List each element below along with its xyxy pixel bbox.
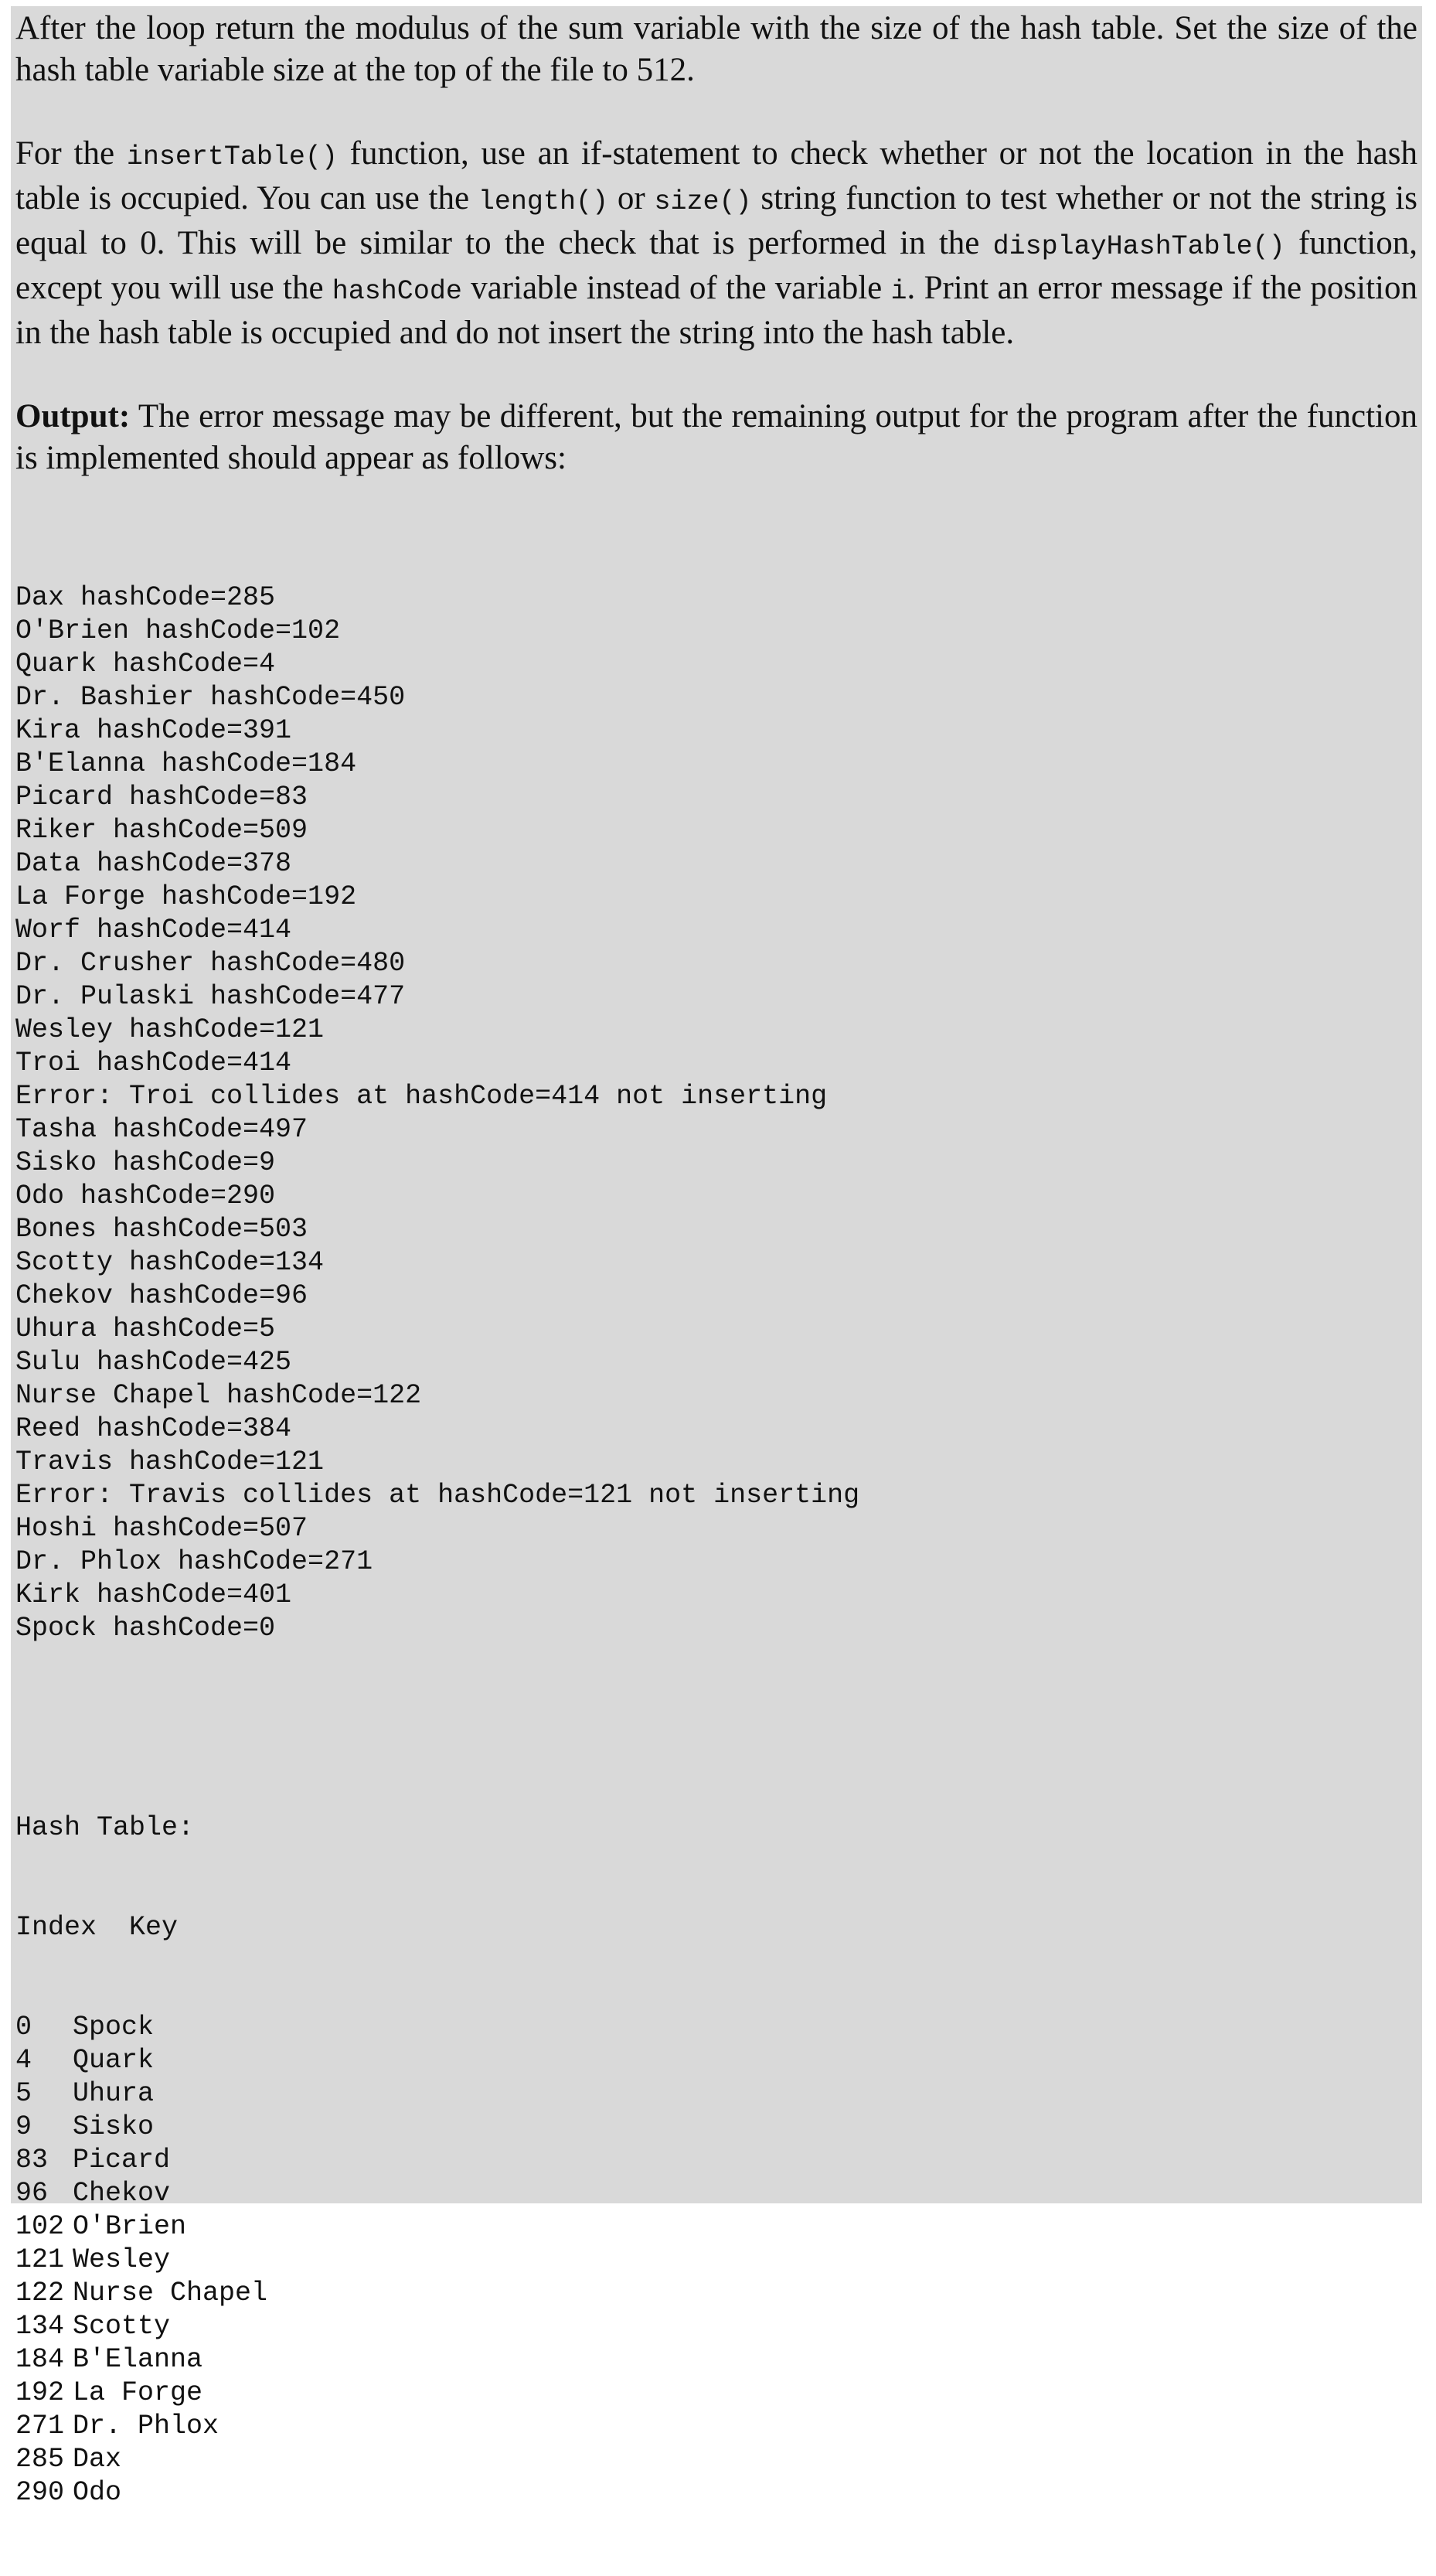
hash-table-row bbox=[15, 2044, 1417, 2077]
hash-table-index: 121 bbox=[15, 2244, 65, 2275]
hash-table-index: 122 bbox=[15, 2278, 65, 2309]
program-output bbox=[15, 515, 1417, 2576]
code-size: size() bbox=[654, 186, 752, 217]
output-line: Odo hashCode=290 bbox=[15, 1181, 276, 1211]
paragraph-insert-table-instructions bbox=[15, 133, 1417, 354]
text-segment: string function to test whether or not the string is equal to 0. This will be similar to the check that is performed in the bbox=[15, 180, 1417, 261]
hash-table-row bbox=[15, 2144, 1417, 2177]
output-line: Kirk hashCode=401 bbox=[15, 1579, 292, 1610]
code-display-hash-table: displayHashTable() bbox=[992, 231, 1285, 262]
hash-table-key: Scotty bbox=[73, 2311, 171, 2342]
output-line: Reed hashCode=384 bbox=[15, 1413, 292, 1444]
hash-table-key: Dr. Phlox bbox=[73, 2411, 219, 2441]
output-lines bbox=[15, 581, 1417, 1645]
hash-table-row bbox=[15, 2443, 1417, 2476]
hash-table-row bbox=[15, 2111, 1417, 2144]
hash-table-key: Nurse Chapel bbox=[73, 2278, 268, 2309]
hash-table-header: Index Key bbox=[15, 1912, 179, 1943]
hash-table-index: 96 bbox=[15, 2178, 49, 2209]
output-line: Sulu hashCode=425 bbox=[15, 1347, 292, 1378]
hash-table-index: 9 bbox=[15, 2111, 32, 2142]
output-line: Riker hashCode=509 bbox=[15, 815, 308, 846]
hash-table-key: Chekov bbox=[73, 2178, 171, 2209]
output-line: Error: Travis collides at hashCode=121 not inserting bbox=[15, 1480, 860, 1511]
paragraph-modulus-instructions: After the loop return the modulus of the sum variable with the size of the hash table. Set the size of the hash table variable size at the top of the file to 512. bbox=[15, 10, 1417, 88]
hash-table-index: 5 bbox=[15, 2078, 32, 2109]
output-line: Uhura hashCode=5 bbox=[15, 1314, 276, 1344]
output-line: Data hashCode=378 bbox=[15, 848, 292, 879]
output-line: Hoshi hashCode=507 bbox=[15, 1513, 308, 1544]
hash-table-row bbox=[15, 2011, 1417, 2044]
output-line: B'Elanna hashCode=184 bbox=[15, 748, 357, 779]
hash-table-row bbox=[15, 2410, 1417, 2443]
code-i: i bbox=[890, 276, 907, 307]
text-segment: The error message may be different, but the remaining output for the program after the function is implemented should appear as follows: bbox=[15, 398, 1417, 476]
output-line: Troi hashCode=414 bbox=[15, 1048, 292, 1078]
output-label: Output: bbox=[15, 398, 131, 434]
document-page bbox=[11, 6, 1422, 2508]
text-segment: . Print an error message if the position in the hash table is occupied and do not insert the string into the hash table. bbox=[15, 270, 1417, 351]
hash-table-key: Odo bbox=[73, 2477, 122, 2508]
output-line: Bones hashCode=503 bbox=[15, 1214, 308, 1245]
output-line: Dr. Bashier hashCode=450 bbox=[15, 682, 406, 713]
hash-table-key: Quark bbox=[73, 2045, 155, 2076]
output-line: Travis hashCode=121 bbox=[15, 1446, 325, 1477]
output-line: Error: Troi collides at hashCode=414 not inserting bbox=[15, 1081, 828, 1112]
output-line: Tasha hashCode=497 bbox=[15, 1114, 308, 1145]
hash-table-row bbox=[15, 2210, 1417, 2244]
hash-table-key: Picard bbox=[73, 2145, 171, 2176]
hash-table-index: 285 bbox=[15, 2444, 65, 2475]
hash-table-key: Wesley bbox=[73, 2244, 171, 2275]
hash-table-row bbox=[15, 2077, 1417, 2111]
text-segment: variable instead of the variable bbox=[461, 270, 891, 306]
hash-table-index: 4 bbox=[15, 2045, 32, 2076]
hash-table-index: 192 bbox=[15, 2377, 65, 2408]
hash-table-key: Uhura bbox=[73, 2078, 155, 2109]
code-hashcode: hashCode bbox=[332, 276, 462, 307]
text-segment: or bbox=[607, 180, 655, 216]
hash-table-row bbox=[15, 2377, 1417, 2410]
output-line: Picard hashCode=83 bbox=[15, 782, 308, 813]
text-segment: For the bbox=[15, 135, 127, 172]
output-line: Dr. Pulaski hashCode=477 bbox=[15, 981, 406, 1012]
hash-table-key: B'Elanna bbox=[73, 2344, 203, 2375]
output-line: Scotty hashCode=134 bbox=[15, 1247, 325, 1278]
code-length: length() bbox=[478, 186, 608, 217]
hash-table-row bbox=[15, 2310, 1417, 2343]
hash-table-index: 184 bbox=[15, 2344, 65, 2375]
output-line: Sisko hashCode=9 bbox=[15, 1147, 276, 1178]
output-line: Worf hashCode=414 bbox=[15, 915, 292, 946]
text-segment: function, except you will use the bbox=[15, 225, 1417, 306]
output-line: Kira hashCode=391 bbox=[15, 715, 292, 746]
paragraph-output-description bbox=[15, 396, 1417, 479]
hash-table-row bbox=[15, 2177, 1417, 2210]
output-line: Quark hashCode=4 bbox=[15, 649, 276, 680]
hash-table-key: Dax bbox=[73, 2444, 122, 2475]
output-line: La Forge hashCode=192 bbox=[15, 881, 357, 912]
hash-table-index: 83 bbox=[15, 2145, 49, 2176]
output-line: Dax hashCode=285 bbox=[15, 582, 276, 613]
output-line: O'Brien hashCode=102 bbox=[15, 615, 341, 646]
output-line: Chekov hashCode=96 bbox=[15, 1280, 308, 1311]
hash-table-row bbox=[15, 2244, 1417, 2277]
output-line: Dr. Phlox hashCode=271 bbox=[15, 1546, 373, 1577]
output-line: Spock hashCode=0 bbox=[15, 1613, 276, 1644]
hash-table-index: 290 bbox=[15, 2477, 65, 2508]
hash-table-index: 134 bbox=[15, 2311, 65, 2342]
hash-table-key: Spock bbox=[73, 2012, 155, 2043]
output-line: Nurse Chapel hashCode=122 bbox=[15, 1380, 422, 1411]
hash-table-index: 271 bbox=[15, 2411, 65, 2441]
hash-table-key: La Forge bbox=[73, 2377, 203, 2408]
hash-table-key: Sisko bbox=[73, 2111, 155, 2142]
hash-table-key: O'Brien bbox=[73, 2211, 187, 2242]
blank-line bbox=[15, 1712, 1417, 1745]
output-line: Wesley hashCode=121 bbox=[15, 1014, 325, 1045]
hash-table-index: 0 bbox=[15, 2012, 32, 2043]
output-line: Dr. Crusher hashCode=480 bbox=[15, 948, 406, 979]
text-segment: function, use an if-statement to check whether or not the location in the hash table is occupied. You can use the bbox=[15, 135, 1417, 216]
hash-table-row bbox=[15, 2343, 1417, 2377]
hash-table-row bbox=[15, 2277, 1417, 2310]
code-insert-table: insertTable() bbox=[126, 141, 338, 172]
hash-table-rows bbox=[15, 2011, 1417, 2510]
hash-table-index: 102 bbox=[15, 2211, 65, 2242]
hash-table-row bbox=[15, 2476, 1417, 2510]
hash-table-title: Hash Table: bbox=[15, 1812, 195, 1843]
